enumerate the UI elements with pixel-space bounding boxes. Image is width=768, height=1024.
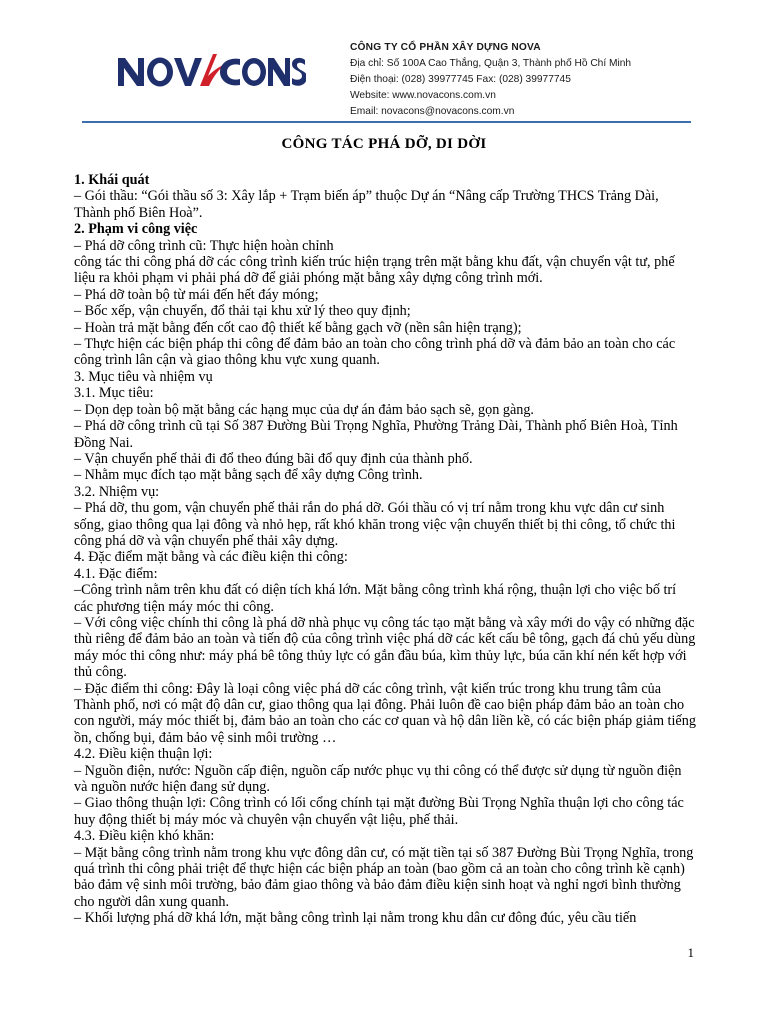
- paragraph: – Vận chuyển phế thải đi đổ theo đúng bãi đổ quy định của thành phố.: [74, 450, 473, 467]
- company-address: Địa chỉ: Số 100A Cao Thắng, Quận 3, Thành phố Hồ Chí Minh: [350, 58, 632, 69]
- paragraph: – Phá dỡ toàn bộ từ mái đến hết đáy móng;: [74, 286, 319, 303]
- subsection-heading: 3.2. Nhiệm vụ:: [74, 483, 160, 500]
- paragraph: – Gói thầu: “Gói thầu số 3: Xây lắp + Trạm biến áp” thuộc Dự án “Nâng cấp Trường THCS Trảng Dài, Thành phố Biên Hoà”.: [74, 188, 659, 221]
- paragraph: – Phá dỡ công trình cũ tại Số 387 Đường Bùi Trọng Nghĩa, Phường Trảng Dài, Thành phố Biên Hoà, Tỉnh Đồng Nai.: [74, 418, 678, 451]
- paragraph: – Với công việc chính thi công là phá dỡ nhà phục vụ công tác tạo mặt bằng và xây mới do vậy có những đặc thù riêng để đảm bảo an toàn và tiến độ của công trình việc phá dỡ các kết cấu bê tông, gạch đá chủ yếu dùng máy móc thi công như: máy phá bê tông thủy lực có gắn đầu búa, kìm thủy lực, búa căn khí nén kết hợp với thủ công.: [74, 614, 696, 681]
- subsection-heading: 4.2. Điều kiện thuận lợi:: [74, 746, 213, 763]
- paragraph: – Giao thông thuận lợi: Công trình có lối cổng chính tại mặt đường Bùi Trọng Nghĩa thuận lợi cho công tác huy động thiết bị máy móc và chuyên vận chuyển vật liệu, phế thải.: [74, 795, 684, 828]
- subsection-heading: 3.1. Mục tiêu:: [74, 385, 154, 402]
- company-website: Website: www.novacons.com.vn: [350, 90, 496, 101]
- subsection-heading: 4.1. Đặc điểm:: [74, 565, 158, 582]
- section-heading: 2. Phạm vi công việc: [74, 221, 198, 238]
- paragraph: – Mặt bằng công trình nằm trong khu vực đông dân cư, có mặt tiền tại số 387 Đường Bùi Trọng Nghĩa, trong quá trình thi công phải triệt để thực hiện các biện pháp an toàn (bao gồm cả an toàn cho công trình kề cạnh) bảo đảm vệ sinh môi trường, bảo đảm giao thông và bảo đảm điều kiện sinh hoạt và nghỉ ngơi bình thường cho người dân xung quanh.: [74, 844, 694, 910]
- paragraph: – Phá dỡ, thu gom, vận chuyển phế thải rắn do phá dỡ. Gói thầu có vị trí nằm trong khu vực dân cư sinh sống, giao thông qua lại đông và nhỏ hẹp, rất khó khăn trong việc vận chuyển thiết bị thi công, tổ chức thi công phá dỡ và vận chuyển phế thải xây dựng.: [74, 500, 676, 549]
- company-email: Email: novacons@novacons.com.vn: [350, 106, 515, 117]
- paragraph: – Nhằm mục đích tạo mặt bằng sạch để xây dựng Công trình.: [74, 467, 423, 484]
- paragraph: công tác thi công phá dỡ các công trình kiến trúc hiện trạng trên mặt bằng khu đất, vận chuyển vật tư, phế liệu ra khỏi phạm vi phải phá dỡ để giải phóng mặt bằng xây dựng công trình mới.: [74, 254, 675, 287]
- paragraph: – Phá dỡ công trình cũ: Thực hiện hoàn chỉnh: [74, 237, 334, 254]
- company-name: CÔNG TY CỔ PHẦN XÂY DỰNG NOVA: [350, 42, 541, 53]
- letterhead: [0, 0, 768, 124]
- header-divider: [82, 121, 691, 123]
- novacons-logo-graphic: [116, 50, 306, 90]
- paragraph: – Bốc xếp, vận chuyển, đổ thải tại khu xử lý theo quy định;: [74, 303, 411, 320]
- document-title: CÔNG TÁC PHÁ DỠ, DI DỜI: [281, 136, 487, 152]
- novacons-logo: [116, 50, 306, 90]
- paragraph: – Dọn dẹp toàn bộ mặt bằng các hạng mục của dự án đảm bảo sạch sẽ, gọn gàng.: [74, 401, 534, 418]
- page-number: 1: [687, 945, 694, 960]
- section-heading: 3. Mục tiêu và nhiệm vụ: [74, 368, 213, 385]
- company-phone: Điện thoại: (028) 39977745 Fax: (028) 39977745: [350, 74, 571, 85]
- paragraph: – Hoàn trả mặt bằng đến cốt cao độ thiết kế bằng gạch vỡ (nền sân hiện trạng);: [74, 319, 522, 336]
- document-body: [74, 172, 698, 927]
- paragraph: – Khối lượng phá dỡ khá lớn, mặt bằng công trình lại nằm trong khu dân cư đông đúc, yêu cầu tiến: [74, 910, 637, 927]
- paragraph: – Thực hiện các biện pháp thi công để đảm bảo an toàn cho công trình phá dỡ và đảm bảo an toàn cho các công trình lân cận và giao thông khu vực xung quanh.: [74, 336, 676, 369]
- paragraph: – Đặc điểm thi công: Đây là loại công việc phá dỡ các công trình, vật kiến trúc trong khu trung tâm của Thành phố, nơi có mật độ dân cư, giao thông qua lại đông. Phải luôn đề cao biện pháp đảm bảo an toàn cho con người, máy móc thiết bị, đảm bảo an toàn cho các cơ quan và hộ dân liền kề, có các biện pháp giảm tiếng ồn, chống bụi, đảm bảo vệ sinh môi trường …: [74, 680, 696, 746]
- company-info: [350, 40, 631, 120]
- section-heading: 1. Khái quát: [74, 172, 150, 188]
- section-heading: 4. Đặc điểm mặt bằng và các điều kiện thi công:: [74, 549, 348, 566]
- paragraph: –Công trình nằm trên khu đất có diện tích khá lớn. Mặt bằng công trình khá rộng, thuận lợi cho việc bố trí các phương tiện máy móc thi công.: [74, 582, 677, 615]
- subsection-heading: 4.3. Điều kiện khó khăn:: [74, 828, 215, 845]
- paragraph: – Nguồn điện, nước: Nguồn cấp điện, nguồn cấp nước phục vụ thi công có thể được sử dụng từ nguồn điện và nguồn nước hiện đang sử dụng.: [74, 762, 682, 796]
